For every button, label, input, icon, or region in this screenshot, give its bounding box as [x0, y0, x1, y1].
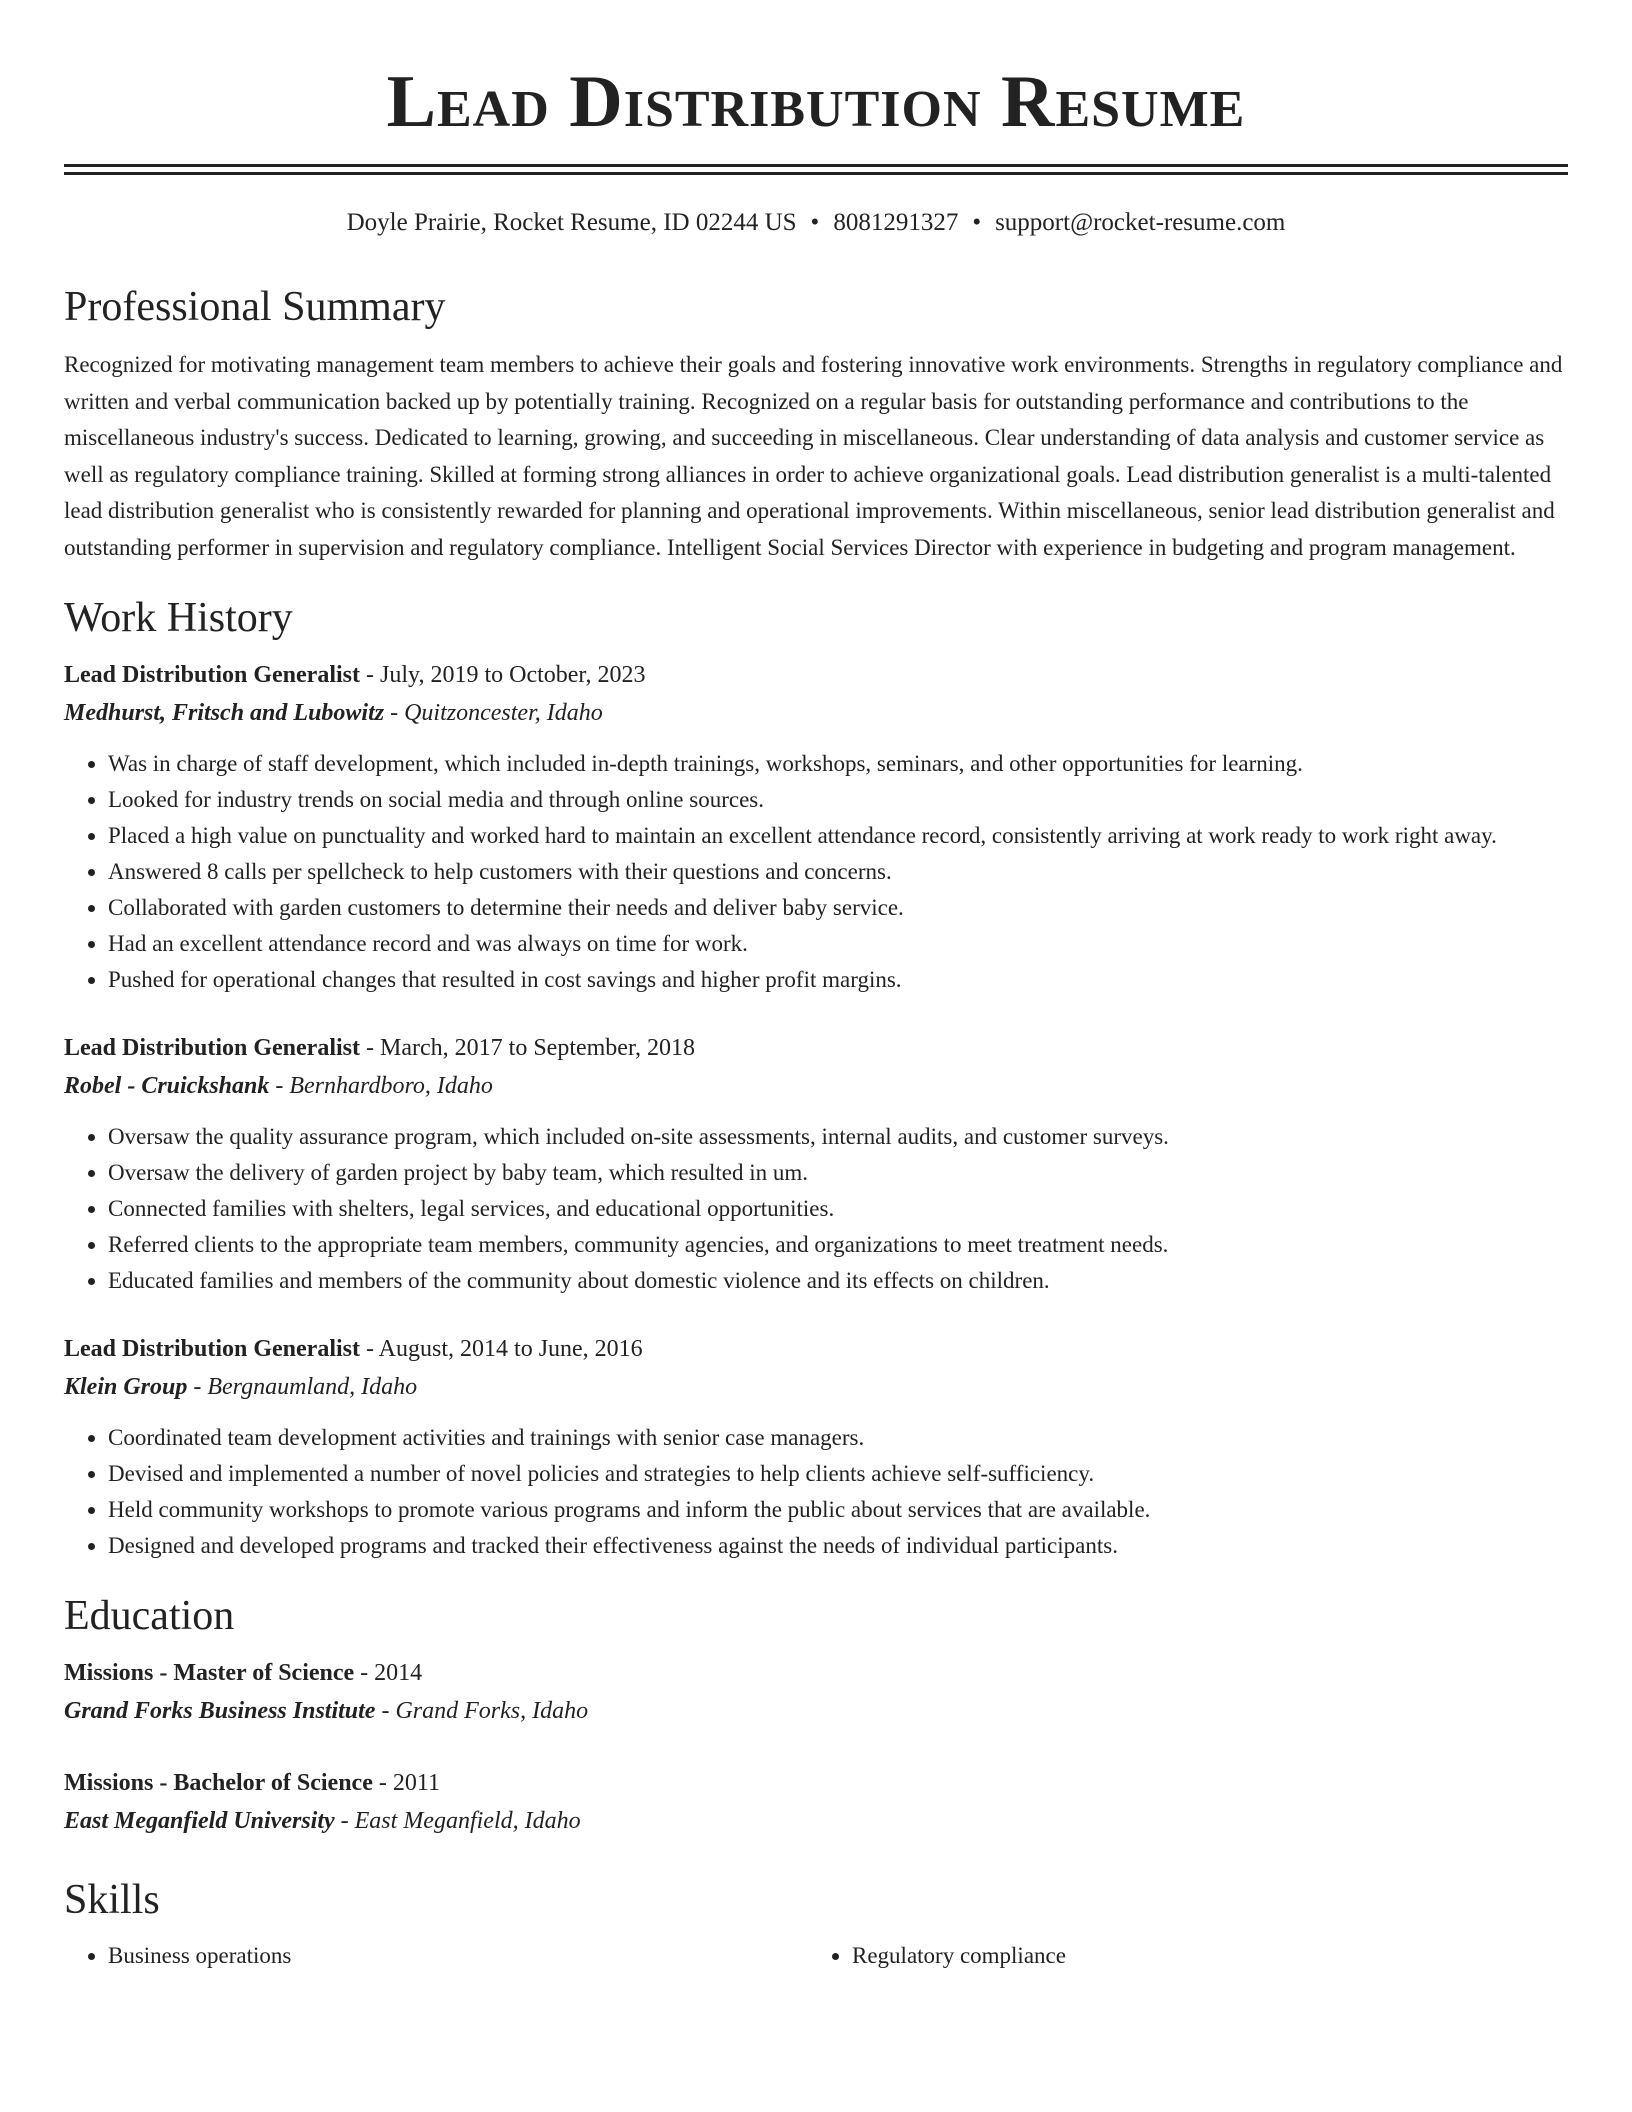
contact-address: Doyle Prairie, Rocket Resume, ID 02244 US [346, 209, 797, 236]
skills-column-right [808, 1938, 1552, 1974]
contact-line [64, 207, 1568, 239]
job-bullet: • Referred clients to the appropriate team members, community agencies, and organizations to meet treatment needs. [108, 1227, 1568, 1263]
job-employer [64, 694, 1568, 732]
job-bullets [64, 1420, 1568, 1564]
contact-phone: 8081291327 [833, 209, 959, 236]
job-employer [64, 1067, 1568, 1105]
job-title: Lead Distribution Generalist [64, 1336, 361, 1362]
job-location: - Bernhardboro, Idaho [269, 1073, 493, 1099]
job-bullet: • Oversaw the quality assurance program, which included on-site assessments, internal audits, and customer surveys. [108, 1119, 1568, 1155]
school-name: East Meganfield University [64, 1808, 335, 1834]
job-dates: - March, 2017 to September, 2018 [360, 1035, 695, 1061]
contact-separator: • [972, 209, 982, 236]
section-heading: Work History [64, 595, 293, 641]
school-line [64, 1802, 1568, 1840]
job-bullets [64, 746, 1568, 998]
education-entry [64, 1654, 1568, 1730]
job-title: Lead Distribution Generalist [64, 662, 361, 688]
skill-item: • Regulatory compliance [852, 1938, 1552, 1974]
section-heading: Professional Summary [64, 284, 446, 330]
job-employer [64, 1368, 1568, 1406]
school-line [64, 1692, 1568, 1730]
education-section [64, 1590, 1568, 1840]
job-dates: - July, 2019 to October, 2023 [360, 662, 646, 688]
section-heading: Skills [64, 1877, 160, 1923]
job-bullet: • Had an excellent attendance record and was always on time for work. [108, 926, 1568, 962]
job-bullet: • Devised and implemented a number of novel policies and strategies to help clients achieve self-sufficiency. [108, 1456, 1568, 1492]
school-name: Grand Forks Business Institute [64, 1698, 376, 1724]
education-entry [64, 1764, 1568, 1840]
job-bullet: • Educated families and members of the community about domestic violence and its effects on children. [108, 1263, 1568, 1299]
job-bullet: • Looked for industry trends on social media and through online sources. [108, 782, 1568, 818]
job-bullet: • Designed and developed programs and tracked their effectiveness against the needs of individual participants. [108, 1528, 1568, 1564]
job-title: Lead Distribution Generalist [64, 1035, 361, 1061]
job-bullet: • Pushed for operational changes that resulted in cost savings and higher profit margins. [108, 962, 1568, 998]
job-bullet: • Oversaw the delivery of garden project by baby team, which resulted in um. [108, 1155, 1568, 1191]
job-bullet: • Connected families with shelters, legal services, and educational opportunities. [108, 1191, 1568, 1227]
job-header [64, 1029, 1568, 1067]
school-location: - East Meganfield, Idaho [334, 1808, 581, 1834]
job-bullet: • Placed a high value on punctuality and worked hard to maintain an excellent attendance record, consistently arriving at work ready to work right away. [108, 818, 1568, 854]
contact-separator: • [810, 209, 820, 236]
graduation-year: - 2014 [354, 1660, 423, 1686]
skills-grid [64, 1938, 1568, 1974]
section-heading: Education [64, 1593, 235, 1639]
job-bullets [64, 1119, 1568, 1299]
job-location: - Quitzoncester, Idaho [384, 700, 603, 726]
job-entry [64, 1029, 1568, 1299]
job-header [64, 1330, 1568, 1368]
job-location: - Bergnaumland, Idaho [187, 1374, 418, 1400]
title-divider [64, 164, 1568, 175]
degree-name: Missions - Bachelor of Science [64, 1770, 373, 1796]
graduation-year: - 2011 [372, 1770, 440, 1796]
skills-column-left [64, 1938, 808, 1974]
job-bullet: • Answered 8 calls per spellcheck to help customers with their questions and concerns. [108, 854, 1568, 890]
school-location: - Grand Forks, Idaho [375, 1698, 589, 1724]
work-history-section [64, 592, 1568, 1564]
skill-item: • Business operations [108, 1938, 808, 1974]
contact-email: support@rocket-resume.com [995, 209, 1286, 236]
job-entry [64, 656, 1568, 998]
job-bullet: • Coordinated team development activities and trainings with senior case managers. [108, 1420, 1568, 1456]
job-bullet: • Was in charge of staff development, which included in-depth trainings, workshops, seminars, and other opportunities for learning. [108, 746, 1568, 782]
degree-name: Missions - Master of Science [64, 1660, 355, 1686]
professional-summary-section [64, 281, 1568, 566]
job-header [64, 656, 1568, 694]
job-dates: - August, 2014 to June, 2016 [360, 1336, 643, 1362]
job-bullet: • Collaborated with garden customers to determine their needs and deliver baby service. [108, 890, 1568, 926]
degree-line [64, 1764, 1568, 1802]
company-name: Robel - Cruickshank [64, 1073, 270, 1099]
job-entry [64, 1330, 1568, 1564]
resume-title: Lead Distribution Resume [386, 61, 1246, 143]
company-name: Klein Group [64, 1374, 188, 1400]
degree-line [64, 1654, 1568, 1692]
company-name: Medhurst, Fritsch and Lubowitz [64, 700, 385, 726]
job-bullet: • Held community workshops to promote various programs and inform the public about services that are available. [108, 1492, 1568, 1528]
summary-text: Recognized for motivating management team members to achieve their goals and fostering innovative work environments. Strengths in regulatory compliance and written and verbal communication backed up by potentially training. Recognized on a regular basis for outstanding performance and contributions to the miscellaneous industry's success. Dedicated to learning, growing, and succeeding in miscellaneous. Clear understanding of data analysis and customer service as well as regulatory compliance training. Skilled at forming strong alliances in order to achieve organizational goals. Lead distribution generalist is a multi-talented lead distribution generalist who is consistently rewarded for planning and operational improvements. Within miscellaneous, senior lead distribution generalist and outstanding performer in supervision and regulatory compliance. Intelligent Social Services Director with experience in budgeting and program management. [64, 352, 1563, 560]
skills-section [64, 1874, 1568, 1974]
